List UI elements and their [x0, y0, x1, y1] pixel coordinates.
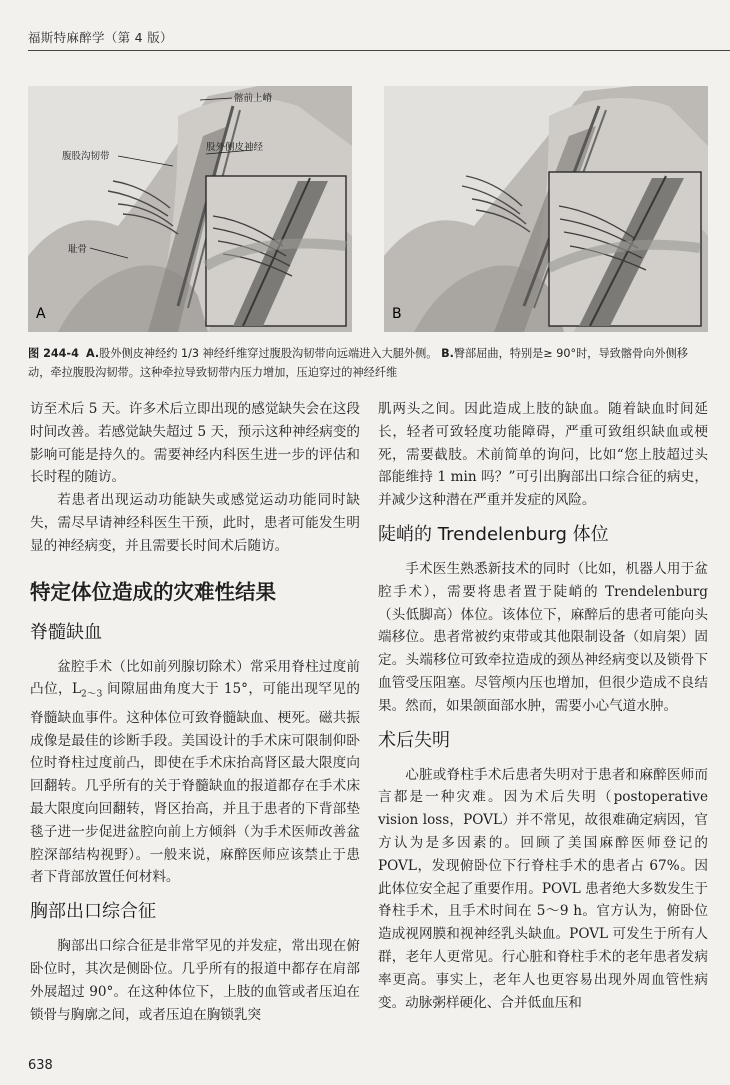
- label-inguinal-ligament: 腹股沟韧带: [62, 151, 110, 162]
- caption-a-text: 股外侧皮神经约 1/3 神经纤维穿过腹股沟韧带向远端进入大腿外侧。: [99, 347, 438, 360]
- label-lfcn: 股外侧皮神经: [206, 142, 264, 153]
- header-rule: [28, 50, 730, 51]
- label-pubis: 耻骨: [68, 244, 88, 255]
- povl-paragraph: 心脏或脊柱手术后患者失明对于患者和麻醉医师而言都是一种灾难。因为术后失明（postoperative vision loss，POVL）并不常见，故很难确定病因，官方认为是多因素的。回顾了美国麻醉医师登记的 POVL，发现俯卧位下行脊柱手术的患者占 67%。因此体位安全起了重要作用。POVL 患者绝大多数发生于脊柱手术，且手术时间在 5～9 h。官方认为，俯卧位造成视网膜和视神经乳头缺血。POVL 可发生于所有人群，老年人更常见。行心脏和脊柱手术的老年患者发病率更高。事实上，老年人也更容易出现外周血管性病变。动脉粥样硬化、合并低血压和: [378, 766, 708, 1011]
- caption-a-letter: A.: [86, 347, 100, 360]
- spinal-text-before: 盆腔手术（比如前列腺切除术）常采用脊柱过度前凸位，L: [30, 658, 360, 698]
- subheading-povl: 术后失明: [378, 729, 450, 751]
- spinal-text-after: 间隙屈曲角度大于 15°，可能出现罕见的脊髓缺血事件。这种体位可致脊髓缺血、梗死。磁共振成像是最佳的诊断手段。美国设计的手术床可限制仰卧位时脊柱过度前凸，即使在手术床抬高肾区最大限度向回翻转。几乎所有的关于脊髓缺血的报道都存在手术床最大限度向回翻转，肾区抬高，并且于患者的下背部垫毯子进一步促进盆腔向前上方倾斜（为手术医师改善盆腔深部结构视野）。一般来说，麻醉医师应该禁止于患者下背部放置任何材料。: [30, 681, 360, 886]
- subheading-trendelenburg: 陡峭的 Trendelenburg 体位: [378, 523, 609, 545]
- panel-b-letter: B: [392, 306, 402, 322]
- left-paragraph-2: 若患者出现运动功能缺失或感觉运动功能同时缺失，需尽早请神经科医生干预，此时，患者可能发生明显的神经病变，并且需要长时间术后随访。: [30, 492, 360, 554]
- thoracic-outlet-paragraph: 胸部出口综合征是非常罕见的并发症，常出现在俯卧位时，其次是侧卧位。几乎所有的报道中都存在肩部外展超过 90°。在这种体位下，上肢的血管或者压迫在锁骨与胸廓之间，或者压迫在胸锁乳突: [30, 938, 360, 1023]
- right-paragraph-1: 肌两头之间。因此造成上肢的缺血。随着缺血时间延长，轻者可致轻度功能障碍，严重可致组织缺血或梗死，需要截肢。术前简单的询问，比如“您上肢超过头部能维持 1 min 吗？”可引出胸部出口综合征的病史，并减少这种潜在严重并发症的风险。: [378, 401, 708, 509]
- caption-b-text: 臀部屈曲，特别是≥ 90°时，导致髂骨向外侧移动，牵拉腹股沟韧带。这种牵拉导致韧带内压力增加，压迫穿过的神经纤维: [28, 347, 688, 379]
- figure-caption: [28, 344, 708, 382]
- caption-b-letter: B.: [441, 347, 454, 360]
- left-column: [30, 398, 360, 1026]
- label-asis: 髂前上嵴: [234, 93, 273, 104]
- figure-panel-b: [384, 86, 708, 332]
- figure-panel-a: [28, 86, 352, 332]
- subheading-thoracic-outlet: 胸部出口综合征: [30, 901, 156, 923]
- caption-number: 图 244-4: [28, 347, 79, 360]
- running-header: 福斯特麻醉学（第 4 版）: [28, 30, 173, 45]
- right-column: [378, 398, 708, 1014]
- spinal-ischemia-paragraph: [30, 656, 360, 890]
- panel-a-letter: A: [36, 306, 46, 322]
- section-heading: 特定体位造成的灾难性结果: [30, 579, 276, 604]
- pelvis-illustration-b: [384, 86, 708, 332]
- page-number: 638: [28, 1058, 53, 1073]
- trendelenburg-paragraph: 手术医生熟悉新技术的同时（比如，机器人用于盆腔手术），需要将患者置于陡峭的 Trendelenburg（头低脚高）体位。该体位下，麻醉后的患者可能向头端移位。患者常被约束带或其他限制设备（如肩架）固定。头端移位可致牵拉造成的颈丛神经病变以及锁骨下血管受压阻塞。尽管颅内压也增加，但很少造成不良结果。然而，如果颌面部水肿，需要小心气道水肿。: [378, 560, 708, 714]
- spinal-text-subscript: 2～3: [81, 690, 103, 701]
- left-paragraph-1: 访至术后 5 天。许多术后立即出现的感觉缺失会在这段时间改善。若感觉缺失超过 5 天，预示这种神经病变的影响可能是持久的。需要神经内科医生进一步的评估和长时程的随访。: [30, 401, 360, 486]
- subheading-spinal-ischemia: 脊髓缺血: [30, 621, 102, 643]
- pelvis-illustration-a: [28, 86, 352, 332]
